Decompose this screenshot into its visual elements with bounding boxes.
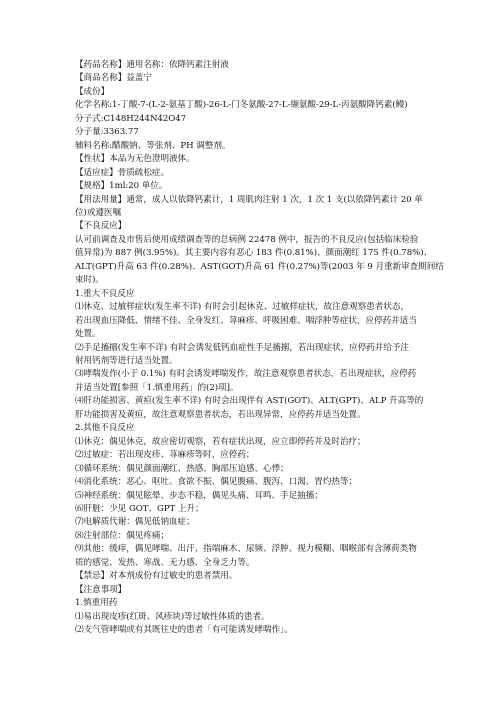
document-line: 【性状】本品为无色澄明液体。 — [75, 154, 195, 165]
document-line: ⑻注射部位：偶见疼痛； — [75, 530, 169, 541]
document-line: 【不良反应】 — [75, 221, 127, 232]
document-line: ⑶哮喘发作(小于 0.1%) 有时会诱发哮喘发作，故注意观察患者状态，若出现症状，应停药 — [75, 369, 417, 380]
document-line: 【规格】1ml:20 单位。 — [75, 181, 168, 192]
document-line: 1.慎重用药 — [75, 598, 118, 609]
document-line: ⑵过敏症：若出现皮疹、荨麻疹等时，应停药； — [75, 450, 255, 461]
document-line: 化学名称:1-丁酸-7-(L-2-氨基丁酸)-26-L-门冬氨酸-27-L-缬氨酸-29-L-丙氨酸降钙素(鳗) — [75, 100, 408, 111]
document-line: 位)或遵医嘱 — [75, 207, 122, 218]
document-line: 处置。 — [75, 329, 101, 340]
document-line: ALT(GPT)升高 63 件(0.28%)、AST(GOT)升高 61 件(0.27%)等(2003 年 9 月重新审查期间结 — [75, 261, 444, 272]
document-line: 辅料名称:醋酸钠、等张剂、PH 调整剂。 — [75, 140, 231, 151]
document-line: 并适当处置[参照「1.慎重用药」的(2)项]。 — [75, 382, 239, 393]
document-line: 分子量:3363.77 — [75, 127, 139, 138]
document-line: 2.其他不良反应 — [75, 423, 135, 434]
document-line: 【适应症】骨质疏松症。 — [75, 167, 169, 178]
document-line: 【成份】 — [75, 86, 110, 97]
document-line: ⑷消化系统：恶心、呕吐、食欲不振、偶见腹痛、腹泻、口渴、胃灼热等； — [75, 477, 357, 488]
document-line: ⑴易出现皮疹(红斑、风疹块)等过敏性体质的患者。 — [75, 611, 270, 622]
document-line: 质的感觉、发热、寒战、无力感、全身乏力等。 — [75, 557, 255, 568]
document-line: ⑸神经系统：偶见眩晕、步态不稳，偶见头痛、耳鸣、手足抽搐； — [75, 490, 323, 501]
document-line: ⑴休克：偶见休克，故应密切观察，若有症状出现，应立即停药并及时治疗； — [75, 436, 366, 447]
document-line: 认可前调查及市售后使用成绩调查等的总病例 22478 例中，报告的不良反应(包括临床检验 — [75, 234, 419, 245]
document-line: ⑼其他：缓痒，偶见哮喘、出汗、指端麻木、尿频、浮肿、视力模糊、咽喉部有含薄荷类物 — [75, 544, 417, 555]
document-line: 【注意事项】 — [75, 584, 127, 595]
document-line: ⑹肝脏：少见 GOT、GPT 上升； — [75, 503, 204, 514]
document-line: 肝功能损害及黄疸，故注意观察患者状态，若出现异常，应停药并适当处置。 — [75, 409, 366, 420]
document-line: 值异常)为 887 例(3.95%)。其主要内容有恶心 183 件(0.81%)、颜面潮红 175 件(0.78%)、 — [75, 248, 433, 259]
document-line: ⑵手足搐搦(发生率不详) 有时会诱发低钙血症性手足搐搦，若出现症状，应停药并给予注 — [75, 342, 409, 353]
document-line: ⑷肝功能损害、黄疸(发生率不详) 有时会出现伴有 AST(GOT)、ALT(GPT)、ALP 升高等的 — [75, 396, 424, 407]
document-line: 1.重大不良反应 — [75, 288, 135, 299]
document-line: 【禁忌】对本剂成份有过敏史的患者禁用。 — [75, 571, 238, 582]
document-line: 【商品名称】益盖宁 — [75, 73, 152, 84]
document-line: ⑴休克、过敏样症状(发生率不详) 有时会引起休克、过敏样症状，故注意观察患者状态， — [75, 302, 409, 313]
document-line: ⑺电解质代谢：偶见低钠血症； — [75, 517, 195, 528]
document-line: 分子式:C148H244N42O47 — [75, 113, 187, 124]
document-line: 【药品名称】通用名称：依降钙素注射液 — [75, 60, 229, 70]
document-line: 若出现血压降低、情绪不佳、全身发红、荨麻疹、呼吸困难、咽浮肿等症状，应停药并适当 — [75, 315, 417, 326]
document-line: ⑶循环系统：偶见颜面潮红、热感、胸部压迫感、心悸； — [75, 463, 289, 474]
document-line: 射用钙剂等进行适当处置。 — [75, 355, 178, 366]
document-line: 束时)。 — [75, 275, 104, 286]
document-line: ⑵支气管哮喘或有其既往史的患者「有可能诱发哮喘作」。 — [75, 625, 293, 636]
document-line: 【用法用量】通常，成人以依降钙素计，1 周肌肉注射 1 次，1 次 1 支(以依降钙素计 20 单 — [75, 194, 423, 205]
